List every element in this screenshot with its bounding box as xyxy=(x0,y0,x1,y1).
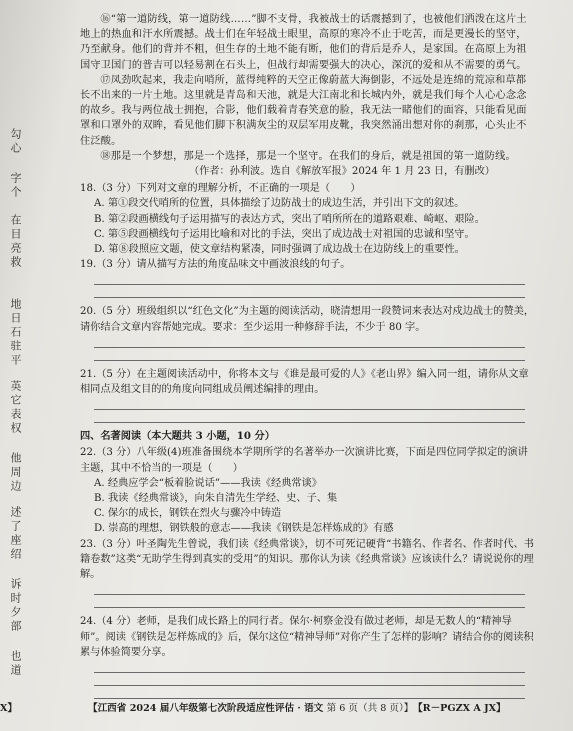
margin-fragment: 了 xyxy=(9,520,22,531)
passage-paragraph-16: ⑯“第一道防线，第一道防线……”脚不支骨，我被战士的话震撼到了，也被他们洒泼在这片土地上的热血和汗水所震撼。战士们在年轻战士眼里，高原的寒冷不止于吃苦，而是更漫长的坚守，乃至献身。他们的背并不粗，但生存的土地不能有断，他们的背后是乔人，是家国。在高原上为祖国守卫国门的普吉可以轻易割在石头上，但战行却需要强大的决心，深沉的爱和从不需要的勇气。 xyxy=(80,14,527,71)
question-18-option-a: A. 第①段交代哨所的位置，具体描绘了边防战士的成边生活，并引出下文的叙述。 xyxy=(94,198,465,210)
footer-exam-title: 【江西省 2024 届八年级第七次阶段适应性评估 · 语文 xyxy=(88,703,324,714)
answer-line[interactable] xyxy=(94,397,525,410)
question-22-option-c: C. 保尔的成长，钢铁在烈火与骤冷中铸造 xyxy=(94,508,282,520)
margin-fragment: 地 xyxy=(9,298,22,309)
answer-line[interactable] xyxy=(94,272,525,285)
passage-paragraph-18: ⑱那是一个梦想，那是一个选择，那是一个坚守。在我们的身后，就是祖国的第一道防线。 xyxy=(100,150,516,162)
margin-fragment: 述 xyxy=(9,506,22,517)
question-19-stem: 19.（3 分）请从描写方法的角度品味文中画波浪线的句子。 xyxy=(80,259,351,271)
question-22-stem: 22.（3 分）八年级(4)班准备围绕本学期所学的名著举办一次演讲比赛，下面是四位同学拟定的演讲主题，其中不恰当的一项是（ ） xyxy=(80,447,528,474)
margin-fragment: 诉 xyxy=(9,578,22,589)
answer-line[interactable] xyxy=(94,660,525,673)
margin-fragment: 时 xyxy=(9,592,22,603)
margin-fragment: 英 xyxy=(9,380,22,391)
question-18 xyxy=(80,181,535,257)
margin-fragment: 驻 xyxy=(9,340,22,351)
margin-fragment: 座 xyxy=(9,534,22,545)
margin-fragment: 绍 xyxy=(9,548,22,559)
footer-title xyxy=(88,702,413,716)
margin-fragment: 部 xyxy=(9,620,22,631)
question-22 xyxy=(80,445,535,536)
answer-line[interactable] xyxy=(94,686,525,699)
margin-fragment: 权 xyxy=(9,422,22,433)
footer-paper-code: 【R－PGZX A JX】 xyxy=(413,703,506,714)
question-19 xyxy=(80,257,535,298)
margin-fragment: 字 xyxy=(9,172,22,183)
margin-fragment: 它 xyxy=(9,394,22,405)
answer-line[interactable] xyxy=(94,595,525,608)
question-22-option-a: A. 经典应学会“板着脸说话”——我读《经典常谈》 xyxy=(94,477,322,489)
margin-fragment: 夕 xyxy=(9,606,22,617)
margin-fragment: 他 xyxy=(9,452,22,463)
footer-page-number: 第 6 页（共 8 页）】 xyxy=(326,703,414,714)
question-20-stem: 20.（5 分）班级组织以“红色文化”为主题的阅读活动，晓清想用一段赞词来表达对戍边战士的赞美，请你结合文章内容帮她完成。要求：至少运用一种修辞手法，不少于 80 字。 xyxy=(80,306,535,333)
question-18-option-d: D. 第⑧段照应文题，使文章结构紧凑，同时强调了成边战士在边防线上的重要性。 xyxy=(94,244,465,256)
margin-fragment: 在 xyxy=(9,214,22,225)
answer-line[interactable] xyxy=(94,348,525,361)
margin-fragment: 心 xyxy=(9,142,22,153)
margin-fragment: 救 xyxy=(9,256,22,267)
margin-fragment: 亮 xyxy=(9,242,22,253)
answer-line[interactable] xyxy=(94,285,525,298)
question-23 xyxy=(80,537,535,609)
answer-line[interactable] xyxy=(94,410,525,423)
margin-fragment: 平 xyxy=(9,354,22,365)
question-22-option-d: D. 崇高的理想，钢铁般的意志——我读《钢铁是怎样炼成的》有感 xyxy=(94,523,394,535)
margin-fragment: 周 xyxy=(9,466,22,477)
margin-fragment: 边 xyxy=(9,480,22,491)
question-18-stem: 18.（3 分）下列对文章的理解分析，不正确的一项是（ ） xyxy=(80,183,361,195)
question-20 xyxy=(80,304,535,360)
margin-fragment: 个 xyxy=(9,186,22,197)
page-content xyxy=(80,12,535,699)
section-heading-4: 四、名著阅读（本大题共 3 小题，10 分） xyxy=(80,430,275,443)
answer-line[interactable] xyxy=(94,582,525,595)
left-margin-bleed-text xyxy=(2,0,24,731)
question-24-stem: 24.（4 分）老师，是我们成长路上的同行者。保尔·柯察金没有做过老师，却是无数人的“精神导师”。阅读《钢铁是怎样炼成的》后，保尔这位“精神导师”对你产生了怎样的影响？请结合你的阅读积累与体验简要分享。 xyxy=(80,616,534,658)
answer-line[interactable] xyxy=(94,673,525,686)
passage-source: （作者：孙利波。选自《解放军报》2024 年 1 月 23 日，有删改） xyxy=(188,166,495,178)
margin-fragment: 石 xyxy=(9,326,22,337)
margin-fragment: 道 xyxy=(9,664,22,675)
question-21-stem: 21.（5 分）在主题阅读活动中，你将本文与《谁是最可爱的人》《老山界》编入同一组，请你从文章相同点及组文目的的角度向同组成员阐述编排的理由。 xyxy=(80,368,529,396)
question-24 xyxy=(80,614,535,699)
footer-edge-code: X】 xyxy=(0,703,18,714)
question-18-option-b: B. 第②段画横线句子运用描写的表达方式，突出了哨所所在的道路艰难、崎岖、艰险。 xyxy=(94,213,485,225)
passage-paragraph-17: ⑰凤劲吹起来，我走向哨所，蓝得纯粹的天空正像蔚蓝大海倒影，不远处是连绵的荒凉和草都长不出来的一片土地。这里就是青岛和天池，就是大江南北和长城内外，就是我们每个人心心念念的故乡。我与两位战士拥抱，合影，他们载着青春笑意的脸，我无法一睹他们的面容，只能看见面罩和口罩外的双眸，看见他们脚下积满灰尘的双层军用皮靴，我突然涌出想对你的刹那，心头止不住泛酸。 xyxy=(80,74,527,147)
answer-line[interactable] xyxy=(94,335,525,348)
margin-fragment: 勾 xyxy=(9,128,22,139)
margin-fragment: 日 xyxy=(9,312,22,323)
question-22-option-b: B. 我读《经典常谈》，向朱自清先生学经、史、子、集 xyxy=(94,493,338,505)
margin-fragment: 表 xyxy=(9,408,22,419)
margin-fragment: 也 xyxy=(9,650,22,661)
question-21 xyxy=(80,367,535,423)
question-23-stem: 23.（3 分）叶圣陶先生曾说，我们读《经典常谈》，切不可死记硬背“书籍名、作者名、作者时代、书籍卷数”这类“无助学生得到真实的受用”的知识。那你认为读《经典常谈》应该读什么？请说说你的理解。 xyxy=(80,538,534,581)
margin-fragment: 目 xyxy=(9,228,22,239)
question-18-option-c: C. 第⑤段画横线句子运用比喻和对比的手法，突出了成边战士对祖国的忠诚和坚守。 xyxy=(94,228,475,240)
